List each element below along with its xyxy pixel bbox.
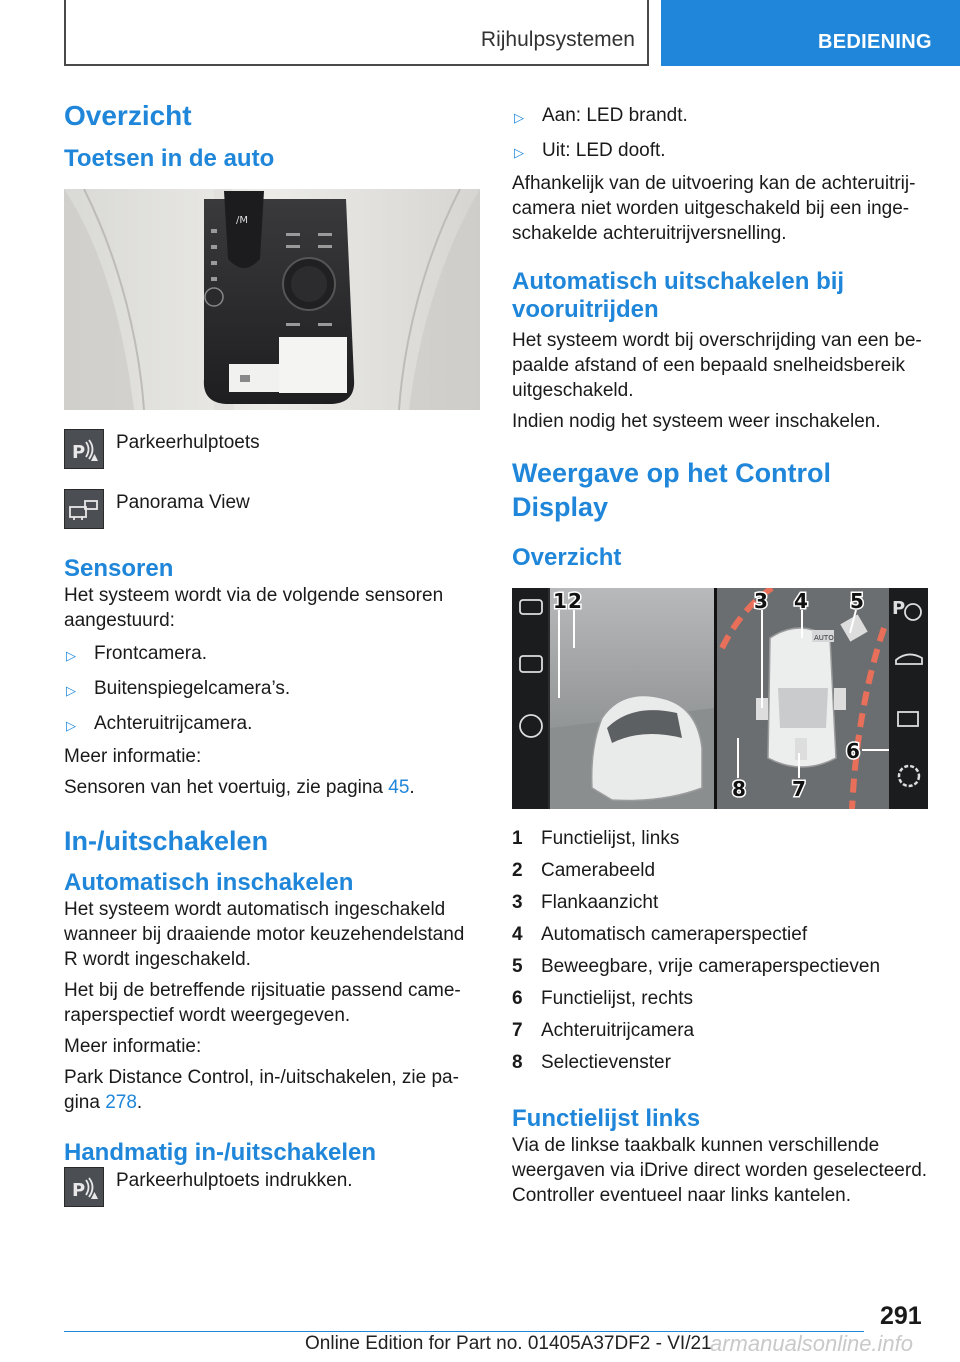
triangle-bullet-icon: ▷	[514, 110, 524, 125]
console-photo	[64, 189, 480, 410]
callout-2: 2	[568, 589, 582, 613]
svg-text:P: P	[892, 598, 906, 619]
callout-4: 4	[794, 589, 808, 613]
icon-row-handmatig	[64, 1167, 480, 1207]
heading-in-uitschakelen: In-/uitschakelen	[64, 826, 269, 856]
functielijst-paragraph: Via de linkse taakbalk kunnen verschillende weergaven via iDrive direct worden geselecteerd. Controller eventueel naar links kantelen.	[512, 1135, 928, 1206]
list-item: ▷ Buitenspiegelcamera’s.	[64, 676, 480, 703]
panorama-view-label: Panorama View	[116, 492, 250, 513]
list-item: 5 Beweegbare, vrije cameraperspectieven	[512, 956, 881, 977]
parking-assist-glyph	[65, 1168, 103, 1206]
heading-weergave: Weergave op het Control Display	[512, 458, 832, 522]
heading-automatisch-inschakelen: Automatisch inschakelen	[64, 869, 354, 896]
callout-6: 6	[846, 739, 860, 763]
heading-functielijst-links: Functielijst links	[512, 1105, 701, 1132]
handmatig-label: Parkeerhulptoets indrukken.	[116, 1170, 353, 1191]
left-column	[64, 100, 480, 1207]
list-item: ▷ Uit: LED dooft.	[512, 138, 928, 165]
list-item: ▷ Aan: LED brandt.	[512, 103, 928, 130]
list-item: 3 Flankaanzicht	[512, 892, 659, 913]
panorama-view-button-icon	[64, 489, 104, 529]
pdc-reference: Park Distance Control, in-/uitschakelen, zie pa-gina 278.	[64, 1067, 459, 1113]
page-link-278[interactable]: 278	[105, 1092, 137, 1113]
parkeerhulptoets-label: Parkeerhulptoets	[116, 432, 260, 453]
list-item: 8 Selectievenster	[512, 1052, 671, 1073]
parking-assist-button-icon	[64, 1167, 104, 1207]
list-item: 7 Achteruitrijcamera	[512, 1020, 695, 1041]
section-label: BEDIENING	[661, 0, 960, 66]
svg-text:/M: /M	[236, 215, 248, 226]
right-column	[512, 97, 928, 1208]
auto-in-paragraph-2: Het bij de betreffende rijsituatie passend came-raperspectief wordt weergegeven.	[64, 980, 461, 1026]
icon-row-parkeer	[64, 429, 480, 469]
chapter-title: Rijhulpsystemen	[480, 28, 635, 51]
callout-3: 3	[754, 589, 768, 613]
legend-list	[512, 823, 928, 1079]
sensoren-reference: Sensoren van het voertuig, zie pagina 45.	[64, 777, 415, 798]
watermark: armanualsonline.info	[710, 1331, 914, 1356]
edition-text: Online Edition for Part no. 01405A37DF2 - VI/21	[305, 1333, 712, 1354]
triangle-bullet-icon: ▷	[66, 648, 76, 663]
page-link-45[interactable]: 45	[388, 777, 410, 798]
auto-in-paragraph-1: Het systeem wordt automatisch ingeschakeld wanneer bij draaiende motor keuzehendelstand R wordt ingeschakeld.	[64, 899, 465, 970]
heading-handmatig: Handmatig in-/uitschakelen	[64, 1139, 377, 1166]
list-item: ▷ Achteruitrijcamera.	[64, 711, 480, 738]
header-chapter-tab	[64, 0, 649, 66]
afhankelijk-paragraph: Afhankelijk van de uitvoering kan de achteruitrij-camera niet worden uitgeschakeld bij een inge-schakelde achteruitrijversnelling.	[512, 173, 916, 244]
svg-text:P: P	[72, 442, 86, 463]
parking-assist-glyph	[65, 430, 103, 468]
meer-informatie-2: Meer informatie:	[64, 1036, 202, 1057]
list-item: 4 Automatisch cameraperspectief	[512, 924, 808, 945]
icon-row-panorama	[64, 489, 480, 529]
heading-toetsen: Toetsen in de auto	[64, 145, 275, 172]
heading-overzicht-2: Overzicht	[512, 544, 622, 571]
sensoren-intro: Het systeem wordt via de volgende sensoren aangestuurd:	[64, 585, 444, 631]
auto-badge: AUTO	[814, 634, 834, 642]
auto-uit-paragraph-2: Indien nodig het systeem weer inschakelen.	[512, 411, 881, 432]
list-item: 2 Camerabeeld	[512, 860, 656, 881]
callout-1: 1	[553, 589, 567, 613]
console-photo-svg	[64, 189, 480, 410]
control-display-screenshot	[512, 588, 928, 809]
callout-8: 8	[732, 777, 746, 801]
parking-assist-button-icon	[64, 429, 104, 469]
panorama-view-glyph	[65, 490, 103, 528]
callout-5: 5	[850, 589, 864, 613]
triangle-bullet-icon: ▷	[66, 683, 76, 698]
list-item: 1 Functielijst, links	[512, 828, 680, 849]
list-item: 6 Functielijst, rechts	[512, 988, 694, 1009]
svg-text:P: P	[72, 1180, 86, 1201]
callout-7: 7	[792, 777, 806, 801]
page-number: 291	[880, 1302, 922, 1330]
heading-overzicht: Overzicht	[64, 100, 192, 131]
control-display-svg	[512, 588, 928, 809]
heading-sensoren: Sensoren	[64, 555, 174, 582]
heading-automatisch-uitschakelen: Automatisch uitschakelen bij vooruitrijden	[512, 268, 845, 323]
auto-uit-paragraph-1: Het systeem wordt bij overschrijding van een be-paalde afstand of een bepaald snelheidsbereik uitgeschakeld.	[512, 330, 922, 401]
list-item: ▷ Frontcamera.	[64, 641, 480, 668]
meer-informatie-1: Meer informatie:	[64, 746, 202, 767]
triangle-bullet-icon: ▷	[514, 145, 524, 160]
triangle-bullet-icon: ▷	[66, 718, 76, 733]
